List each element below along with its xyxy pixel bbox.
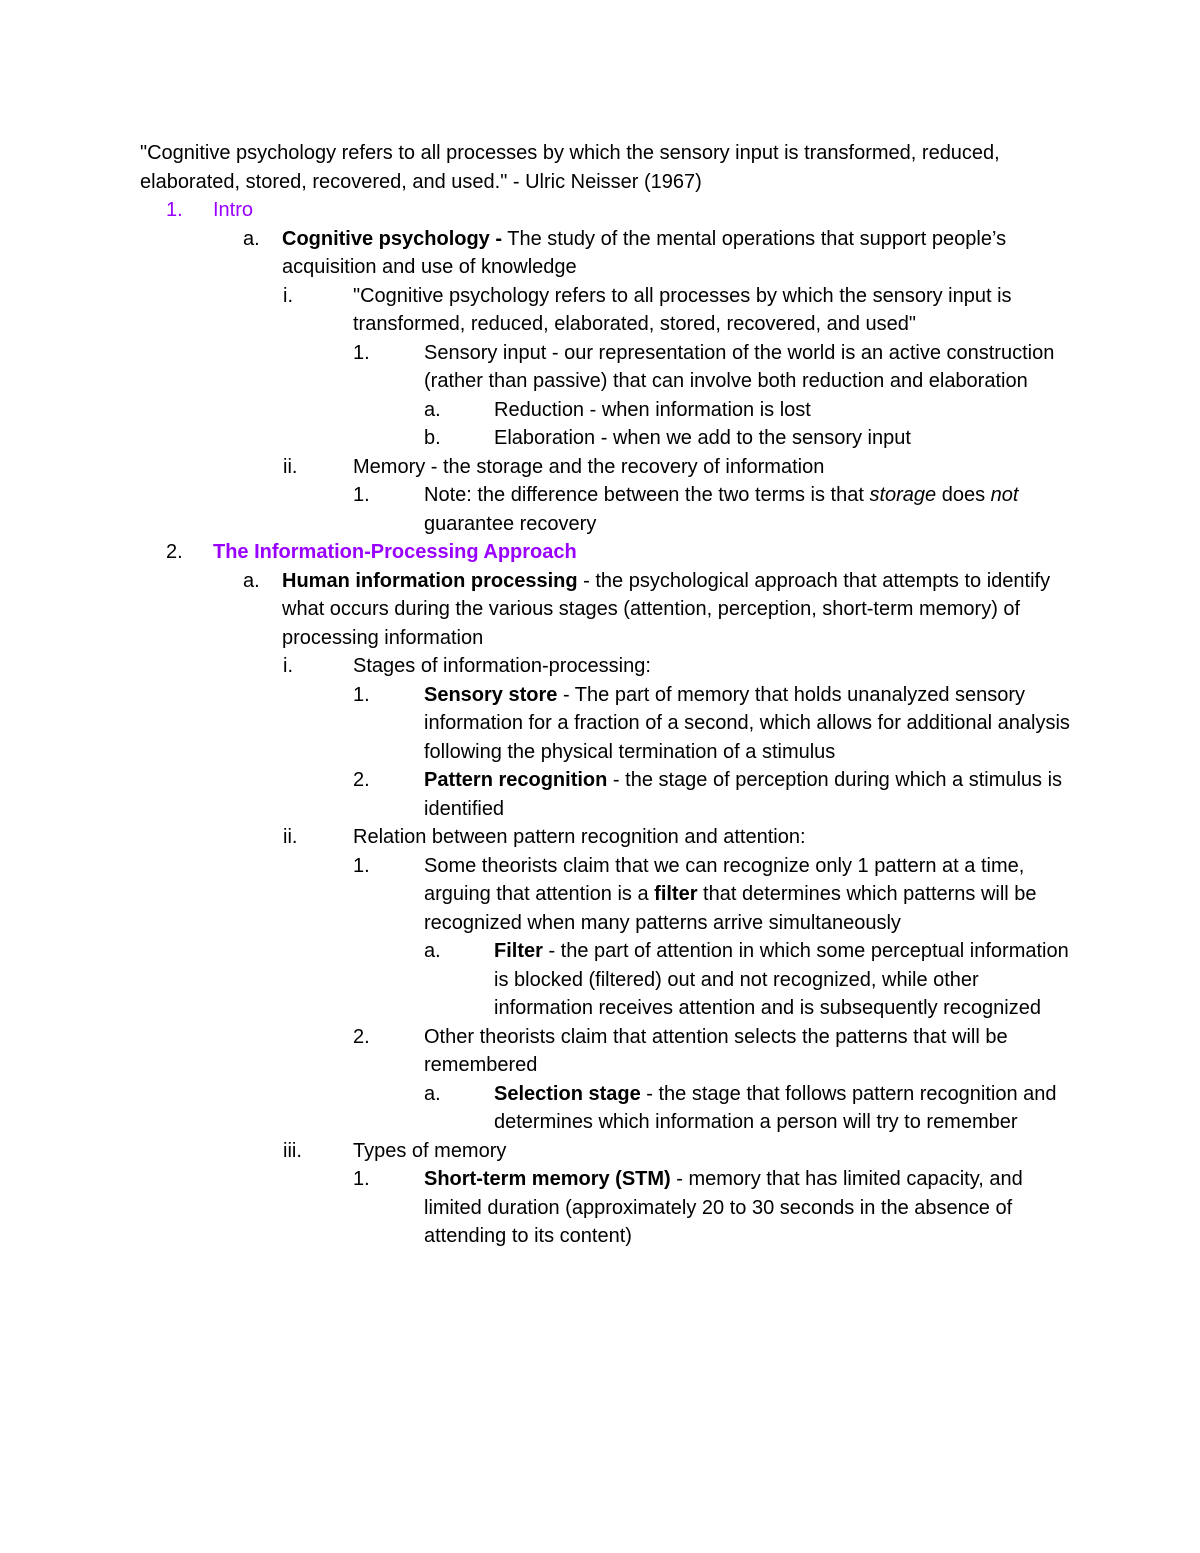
list-marker: a. <box>243 227 260 250</box>
list-marker: a. <box>243 569 260 592</box>
term: filter <box>654 883 698 905</box>
list-item <box>140 1137 1070 1166</box>
list-marker: 1. <box>166 199 183 221</box>
list-item <box>140 282 1070 339</box>
term: Filter <box>494 940 543 962</box>
opening-quote: "Cognitive psychology refers to all processes by which the sensory input is transformed, reduced, elaborated, stored, recovered, and used." - Ulric Neisser (1967) <box>140 142 1000 193</box>
definition: - the part of attention in which some perceptual information is blocked (filtered) out and not recognized, while other information receives attention and is subsequently recognized <box>494 940 1069 1019</box>
list-item <box>140 937 1070 1023</box>
list-item <box>140 567 1070 653</box>
list-marker: 1. <box>353 854 370 877</box>
section-2-heading <box>140 538 1070 567</box>
list-item <box>140 652 1070 681</box>
term: Selection stage <box>494 1082 641 1105</box>
emphasis: not <box>990 484 1019 506</box>
list-item: 1. Note: the difference between the two terms is that storage does not guarantee recovery <box>140 481 1070 538</box>
emphasis: storage <box>869 484 937 506</box>
list-item <box>140 766 1070 823</box>
list-marker: ii. <box>283 826 298 848</box>
section-title: The Information-Processing Approach <box>213 541 577 563</box>
list-marker: b. <box>424 427 441 449</box>
list-text: Other theorists claim that attention selects the patterns that will be remembered <box>424 1025 1008 1076</box>
term: Human information processing <box>282 569 578 592</box>
list-text: Elaboration - when we add to the sensory input <box>494 427 911 449</box>
definition: The study of the mental operations that support people’s acquisition and use of knowledge <box>282 227 1007 278</box>
list-marker: 1. <box>353 484 370 506</box>
list-marker: 2. <box>166 541 183 563</box>
list-marker: 2. <box>353 769 370 791</box>
list-marker: a. <box>424 1082 441 1105</box>
definition: - the psychological approach that attempts to identify what occurs during the various stages (attention, perception, short-term memory) of processing information <box>282 569 1051 649</box>
list-item <box>140 1165 1070 1251</box>
list-item <box>140 823 1070 852</box>
list-text: Sensory input - our representation of the world is an active construction (rather than passive) that can involve both reduction and elaboration <box>424 341 1055 392</box>
list-item <box>140 681 1070 767</box>
list-text: Memory - the storage and the recovery of information <box>353 455 825 478</box>
list-item <box>140 453 1070 482</box>
list-item <box>140 424 1070 453</box>
list-marker: i. <box>283 655 293 677</box>
list-marker: a. <box>424 398 441 421</box>
term: Cognitive psychology - <box>282 227 503 250</box>
definition: - memory that has limited capacity, and limited duration (approximately 20 to 30 seconds in the absence of attending to its content) <box>424 1168 1023 1247</box>
definition: - The part of memory that holds unanalyzed sensory information for a fraction of a second, which allows for additional analysis following the physical termination of a stimulus <box>424 683 1070 763</box>
list-marker: i. <box>283 284 293 307</box>
list-text: Types of memory <box>353 1139 507 1162</box>
term: Sensory store <box>424 683 558 706</box>
list-text: Reduction - when information is lost <box>494 398 811 421</box>
list-item <box>140 396 1070 425</box>
definition: - the stage that follows pattern recognition and determines which information a person will try to remember <box>494 1082 1057 1133</box>
list-item: 1. Some theorists claim that we can recognize only 1 pattern at a time, arguing that attention is a filter that determines which patterns will be recognized when many patterns arrive simultaneously <box>140 852 1070 938</box>
list-marker: 1. <box>353 1168 370 1190</box>
list-marker: 1. <box>353 683 370 706</box>
list-marker: 1. <box>353 341 370 364</box>
list-marker: a. <box>424 940 441 962</box>
list-text: Stages of information-processing: <box>353 655 651 677</box>
notes-body <box>140 139 1070 1251</box>
list-text: Relation between pattern recognition and attention: <box>353 826 806 848</box>
list-item <box>140 1080 1070 1137</box>
list-text: "Cognitive psychology refers to all processes by which the sensory input is transformed, reduced, elaborated, stored, recovered, and used" <box>353 284 1012 335</box>
list-item <box>140 1023 1070 1080</box>
list-marker: 2. <box>353 1025 370 1048</box>
section-title: Intro <box>213 199 254 221</box>
list-marker: iii. <box>283 1139 302 1162</box>
list-item <box>140 339 1070 396</box>
list-item <box>140 225 1070 282</box>
term: Pattern recognition <box>424 769 608 791</box>
section-1-heading <box>140 196 1070 225</box>
definition: - the stage of perception during which a stimulus is identified <box>424 769 1063 820</box>
term: Short-term memory (STM) <box>424 1168 671 1190</box>
list-marker: ii. <box>283 455 298 478</box>
